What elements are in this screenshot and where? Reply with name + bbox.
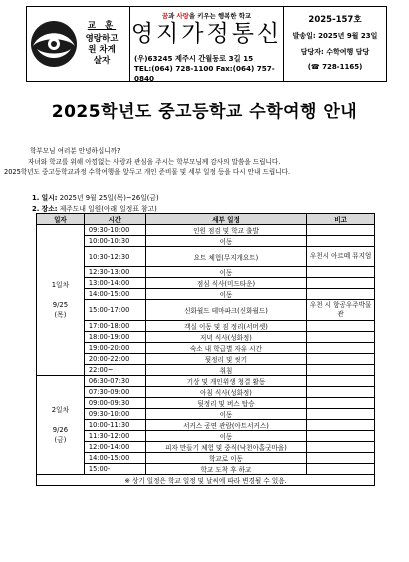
activity-cell: 이동: [145, 409, 306, 420]
intro-paragraph: [4, 146, 291, 178]
intro-line: 학부모님 여러분 안녕하십니까?: [30, 147, 121, 155]
note-cell: [307, 387, 375, 398]
table-row: [37, 387, 375, 398]
note-cell: [307, 332, 375, 343]
table-header-row: [37, 214, 375, 225]
newsletter-header: [26, 6, 387, 82]
activity-cell: 취침: [145, 365, 306, 376]
school-logo-icon: [29, 19, 79, 69]
table-row: [37, 431, 375, 442]
activity-cell: 이동: [145, 236, 306, 247]
table-row: [37, 332, 375, 343]
day-cell: [37, 376, 85, 475]
contact-phone: (☎ 728-1165): [307, 63, 363, 71]
time-cell: 10:30-12:30: [84, 247, 145, 267]
table-row: [37, 300, 375, 321]
slogan-text: 과: [168, 12, 177, 20]
time-cell: 09:00-09:30: [84, 398, 145, 409]
trip-date: [32, 193, 159, 204]
note-cell: 우천 시 항공우주박물관: [307, 300, 375, 321]
table-row: [37, 236, 375, 247]
note-cell: [307, 365, 375, 376]
note-cell: [307, 289, 375, 300]
activity-cell: 신화월드 테마파크(신화월드): [145, 300, 306, 321]
note-cell: [307, 398, 375, 409]
school-motto: [79, 21, 125, 67]
activity-cell: 학교로 이동: [145, 453, 306, 464]
table-row: [37, 289, 375, 300]
col-header-time: 시간: [84, 214, 145, 225]
day-date: 9/26: [52, 426, 69, 434]
day-dow: (목): [54, 311, 67, 319]
day-date: 9/25: [52, 301, 69, 309]
time-cell: 12:30-13:00: [84, 267, 145, 278]
note-cell: [307, 321, 375, 332]
table-row: [37, 453, 375, 464]
activity-cell: 점심 식사(미드타운): [145, 278, 306, 289]
note-cell: [307, 343, 375, 354]
activity-cell: 아침 식사(성화정): [145, 387, 306, 398]
trip-place-label: 2. 장소:: [32, 204, 58, 213]
note-cell: [307, 376, 375, 387]
time-cell: 10:00-11:30: [84, 420, 145, 431]
trip-info: [32, 193, 159, 214]
time-cell: 11:30-12:00: [84, 431, 145, 442]
time-cell: 06:30-07:30: [84, 376, 145, 387]
note-cell: [307, 267, 375, 278]
activity-cell: 뒷정리 및 씻기: [145, 354, 306, 365]
issue-number: 2025-157호: [308, 15, 362, 25]
table-row: [37, 420, 375, 431]
activity-cell: 요트 체험(무지개요트): [145, 247, 306, 267]
time-cell: 15:00-17:00: [84, 300, 145, 321]
activity-cell: 저녁 식사(성화정): [145, 332, 306, 343]
activity-cell: 이동: [145, 289, 306, 300]
note-cell: [307, 278, 375, 289]
activity-cell: 이동: [145, 267, 306, 278]
day-cell: [37, 225, 85, 376]
note-cell: [307, 354, 375, 365]
activity-cell: 이동: [145, 431, 306, 442]
table-row: [37, 225, 375, 236]
time-cell: 19:00-20:00: [84, 343, 145, 354]
note-cell: 우천시 아르떼 뮤지엄: [307, 247, 375, 267]
time-cell: 17:00-18:00: [84, 321, 145, 332]
table-row: [37, 321, 375, 332]
col-header-note: 비고: [307, 214, 375, 225]
address-line: (우)63245 제주시 간월동로 3길 15: [134, 54, 254, 63]
table-row: [37, 267, 375, 278]
activity-cell: 뒷정리 및 버스 탑승: [145, 398, 306, 409]
table-row: [37, 409, 375, 420]
day-dow: (금): [54, 436, 67, 444]
schedule-footnote: ※ 상기 일정은 학교 일정 및 날씨에 따라 변경될 수 있음.: [37, 475, 375, 486]
slogan-red-word: 꿈: [161, 12, 169, 20]
note-cell: [307, 464, 375, 475]
footnote-row: [37, 475, 375, 486]
time-cell: 18:00-19:00: [84, 332, 145, 343]
time-cell: 10:00-10:30: [84, 236, 145, 247]
day-label: 1일차: [51, 281, 70, 289]
intro-line: 자녀와 학교를 위해 아낌없는 사랑과 관심을 주시는 학부모님께 감사의 말씀을 드립니다.: [28, 157, 281, 166]
table-row: [37, 365, 375, 376]
time-cell: 14:00-15:00: [84, 453, 145, 464]
time-cell: 09:30-10:00: [84, 225, 145, 236]
school-identity: [27, 7, 130, 81]
motto-line: 원 차게: [88, 45, 116, 55]
activity-cell: 객실 이동 및 짐 정리(서머셋): [145, 321, 306, 332]
trip-date-label: 1. 일시:: [32, 194, 58, 202]
activity-cell: 서커스 공연 관람(아트서커스): [145, 420, 306, 431]
table-row: [37, 398, 375, 409]
table-row: [37, 247, 375, 267]
time-cell: 09:30-10:00: [84, 409, 145, 420]
table-row: [37, 464, 375, 475]
note-cell: [307, 236, 375, 247]
contact-person: 담당자: 수학여행 담당: [300, 48, 370, 56]
issue-info: [284, 7, 386, 81]
table-row: [37, 376, 375, 387]
note-cell: [307, 409, 375, 420]
activity-cell: 인원 점검 및 학교 출발: [145, 225, 306, 236]
note-cell: [307, 225, 375, 236]
time-cell: 07:30-09:00: [84, 387, 145, 398]
activity-cell: 피자 만들기 체험 및 중식(낙천아홉굿마을): [145, 442, 306, 453]
tel-fax-line: TEL:(064) 728-1100 Fax:(064) 757-0840: [134, 64, 275, 83]
time-cell: 13:00-14:00: [84, 278, 145, 289]
activity-cell: 숙소 내 학급별 자유 시간: [145, 343, 306, 354]
time-cell: 22:00~: [84, 365, 145, 376]
trip-date-value: 2025년 9월 25일(목)~26일(금): [57, 194, 159, 202]
activity-cell: 기상 및 개인위생 청결 활동: [145, 376, 306, 387]
time-cell: 20:00-22:00: [84, 354, 145, 365]
note-cell: [307, 431, 375, 442]
table-row: [37, 278, 375, 289]
motto-heading: 교 훈: [87, 21, 117, 31]
note-cell: [307, 420, 375, 431]
day-label: 2일차: [51, 406, 70, 414]
table-row: [37, 354, 375, 365]
issue-date: 발송일: 2025년 9월 23일: [292, 32, 378, 40]
intro-line: 2025학년도 중고등학교과정 수학여행을 앞두고 개인 준비물 및 세부 일정 등을 다시 안내 드립니다.: [4, 168, 291, 176]
time-cell: 14:00-15:00: [84, 289, 145, 300]
motto-line: 살자: [93, 56, 111, 66]
activity-cell: 학교 도착 후 하교: [145, 464, 306, 475]
time-cell: 12:00-14:00: [84, 442, 145, 453]
school-address: [134, 54, 283, 84]
col-header-activity: 세부 일정: [145, 214, 306, 225]
trip-place-value: 제주도내 일원(아래 일정표 참고): [57, 204, 157, 213]
newsletter-masthead: [130, 7, 284, 81]
table-row: [37, 442, 375, 453]
time-cell: 15:00-: [84, 464, 145, 475]
slogan-red-word: 사랑: [176, 12, 189, 20]
schedule-table: [36, 213, 375, 486]
document-title: 2025학년도 중고등학교 수학여행 안내: [51, 102, 358, 122]
newsletter-name: 영지가정통신: [130, 21, 283, 47]
slogan-text: 을 키우는 행복한 학교: [188, 12, 252, 20]
note-cell: [307, 453, 375, 464]
note-cell: [307, 442, 375, 453]
table-row: [37, 343, 375, 354]
col-header-day: 일자: [37, 214, 85, 225]
motto-line: 영랑하고: [85, 34, 119, 44]
